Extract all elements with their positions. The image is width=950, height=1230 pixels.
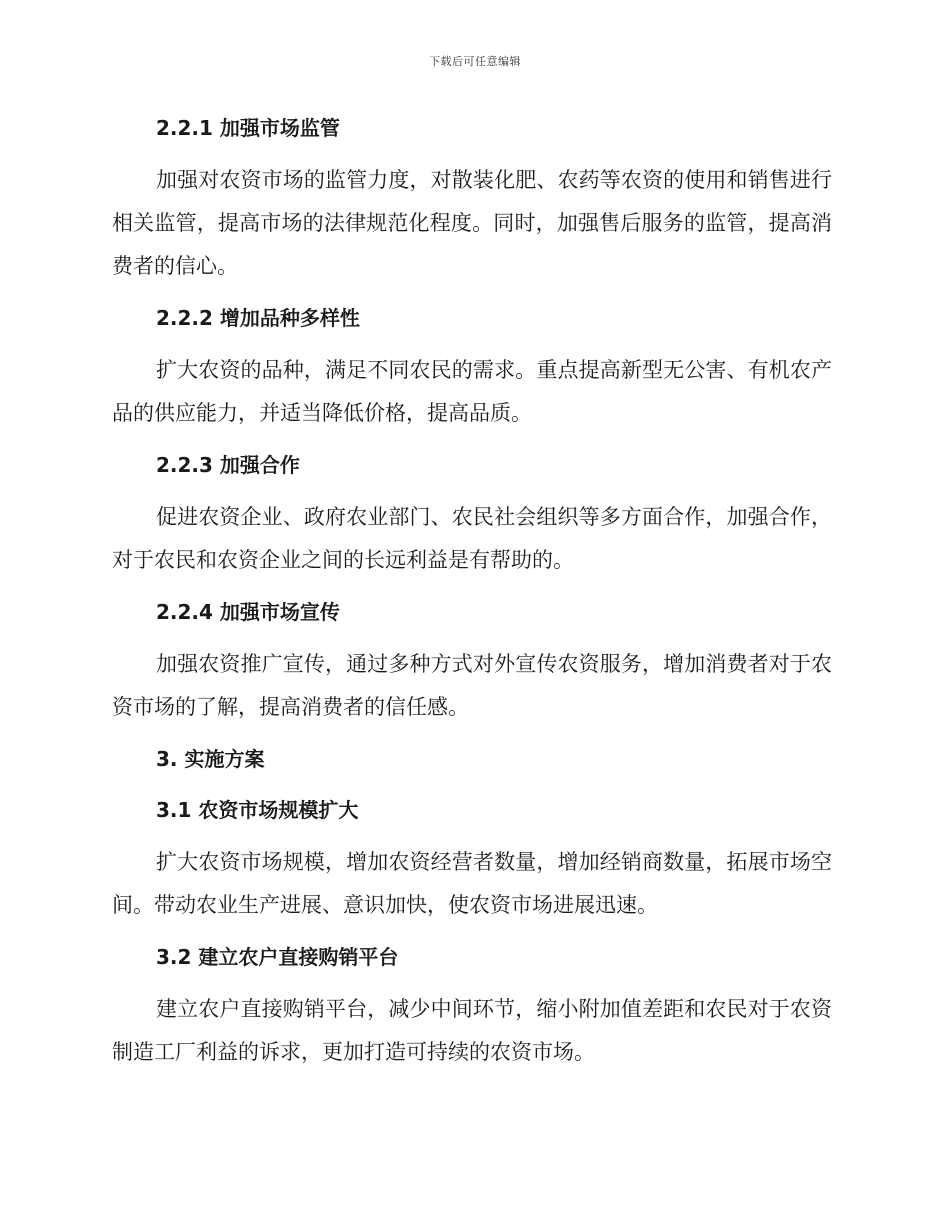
section-paragraph-2-2-2: 扩大农资的品种，满足不同农民的需求。重点提高新型无公害、有机农产品的供应能力，并适当降低价格，提高品质。: [112, 358, 832, 425]
section-heading-3-2: 3.2 建立农户直接购销平台: [156, 945, 399, 969]
section-heading-2-2-2: 2.2.2 增加品种多样性: [156, 306, 360, 330]
section-heading-3-1: 3.1 农资市场规模扩大: [156, 798, 359, 822]
section-heading-3: 3. 实施方案: [156, 747, 265, 771]
section-paragraph-3-2: 建立农户直接购销平台，减少中间环节，缩小附加值差距和农民对于农资制造工厂利益的诉求，更加打造可持续的农资市场。: [112, 997, 832, 1064]
section-paragraph-2-2-3: 促进农资企业、政府农业部门、农民社会组织等多方面合作，加强合作，对于农民和农资企业之间的长远利益是有帮助的。: [112, 505, 832, 572]
section-heading-2-2-1: 2.2.1 加强市场监管: [156, 116, 340, 140]
section-heading-2-2-3: 2.2.3 加强合作: [156, 453, 300, 477]
section-paragraph-2-2-1: 加强对农资市场的监管力度，对散装化肥、农药等农资的使用和销售进行相关监管，提高市场的法律规范化程度。同时，加强售后服务的监管，提高消费者的信心。: [112, 168, 832, 278]
page-header: 下载后可任意编辑: [429, 55, 521, 68]
section-heading-2-2-4: 2.2.4 加强市场宣传: [156, 600, 340, 624]
section-paragraph-2-2-4: 加强农资推广宣传，通过多种方式对外宣传农资服务，增加消费者对于农资市场的了解，提高消费者的信任感。: [112, 652, 832, 719]
document-body: [112, 108, 832, 1074]
section-paragraph-3-1: 扩大农资市场规模，增加农资经营者数量，增加经销商数量，拓展市场空间。带动农业生产进展、意识加快，使农资市场进展迅速。: [112, 850, 832, 917]
